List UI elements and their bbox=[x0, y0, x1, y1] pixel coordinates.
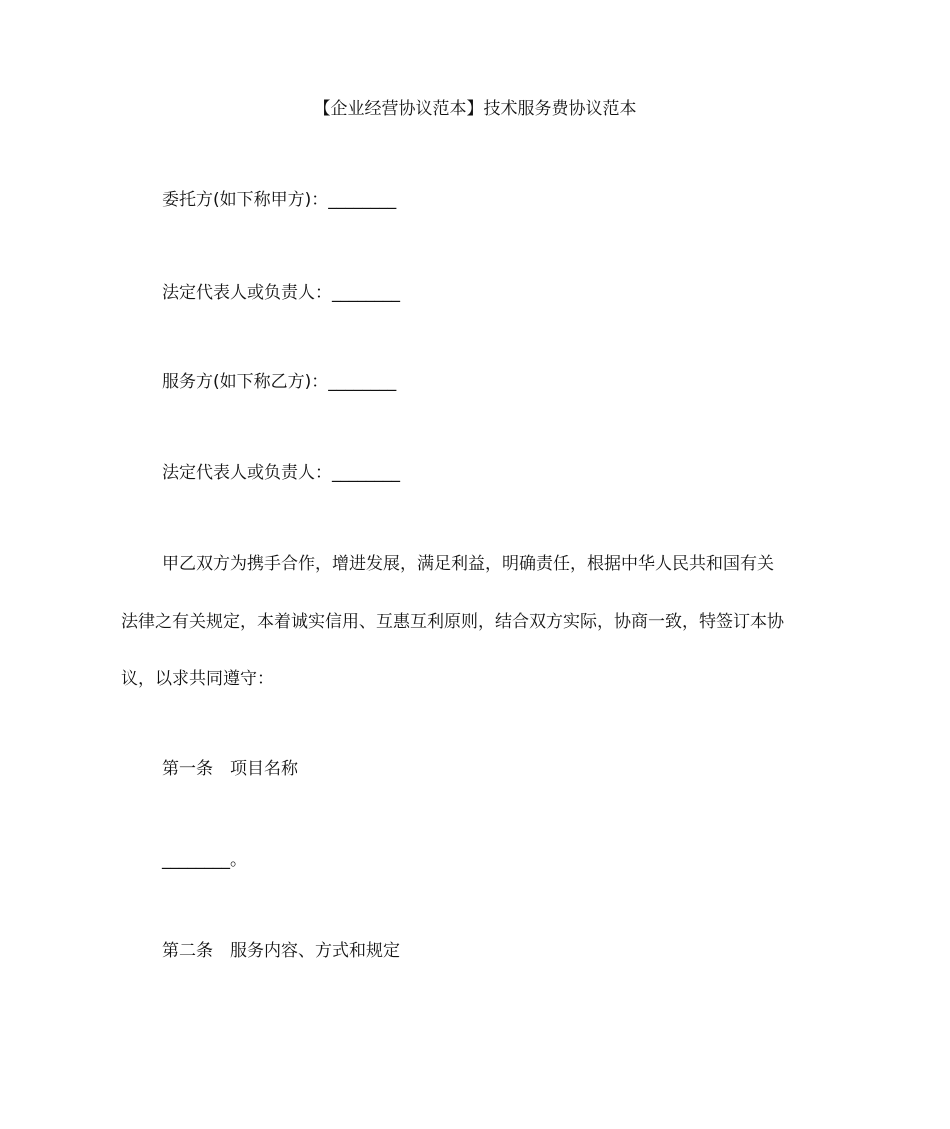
party-a-representative-line: 法定代表人或负责人：________ bbox=[162, 283, 400, 303]
preamble-line-1: 甲乙双方为携手合作，增进发展，满足利益，明确责任，根据中华人民共和国有关 bbox=[162, 554, 774, 574]
party-b-representative-line: 法定代表人或负责人：________ bbox=[162, 463, 400, 483]
preamble-line-2: 法律之有关规定，本着诚实信用、互惠互利原则，结合双方实际，协商一致，特签订本协 bbox=[121, 612, 784, 632]
preamble-line-3: 议，以求共同遵守： bbox=[121, 669, 274, 689]
party-b-line: 服务方(如下称乙方)：________ bbox=[162, 372, 397, 392]
party-a-line: 委托方(如下称甲方)：________ bbox=[162, 190, 397, 210]
article-1-heading: 第一条 项目名称 bbox=[162, 759, 298, 779]
document-title: 【企业经营协议范本】技术服务费协议范本 bbox=[313, 99, 637, 119]
article-2-heading: 第二条 服务内容、方式和规定 bbox=[162, 941, 400, 961]
article-1-body: ________。 bbox=[162, 850, 247, 870]
